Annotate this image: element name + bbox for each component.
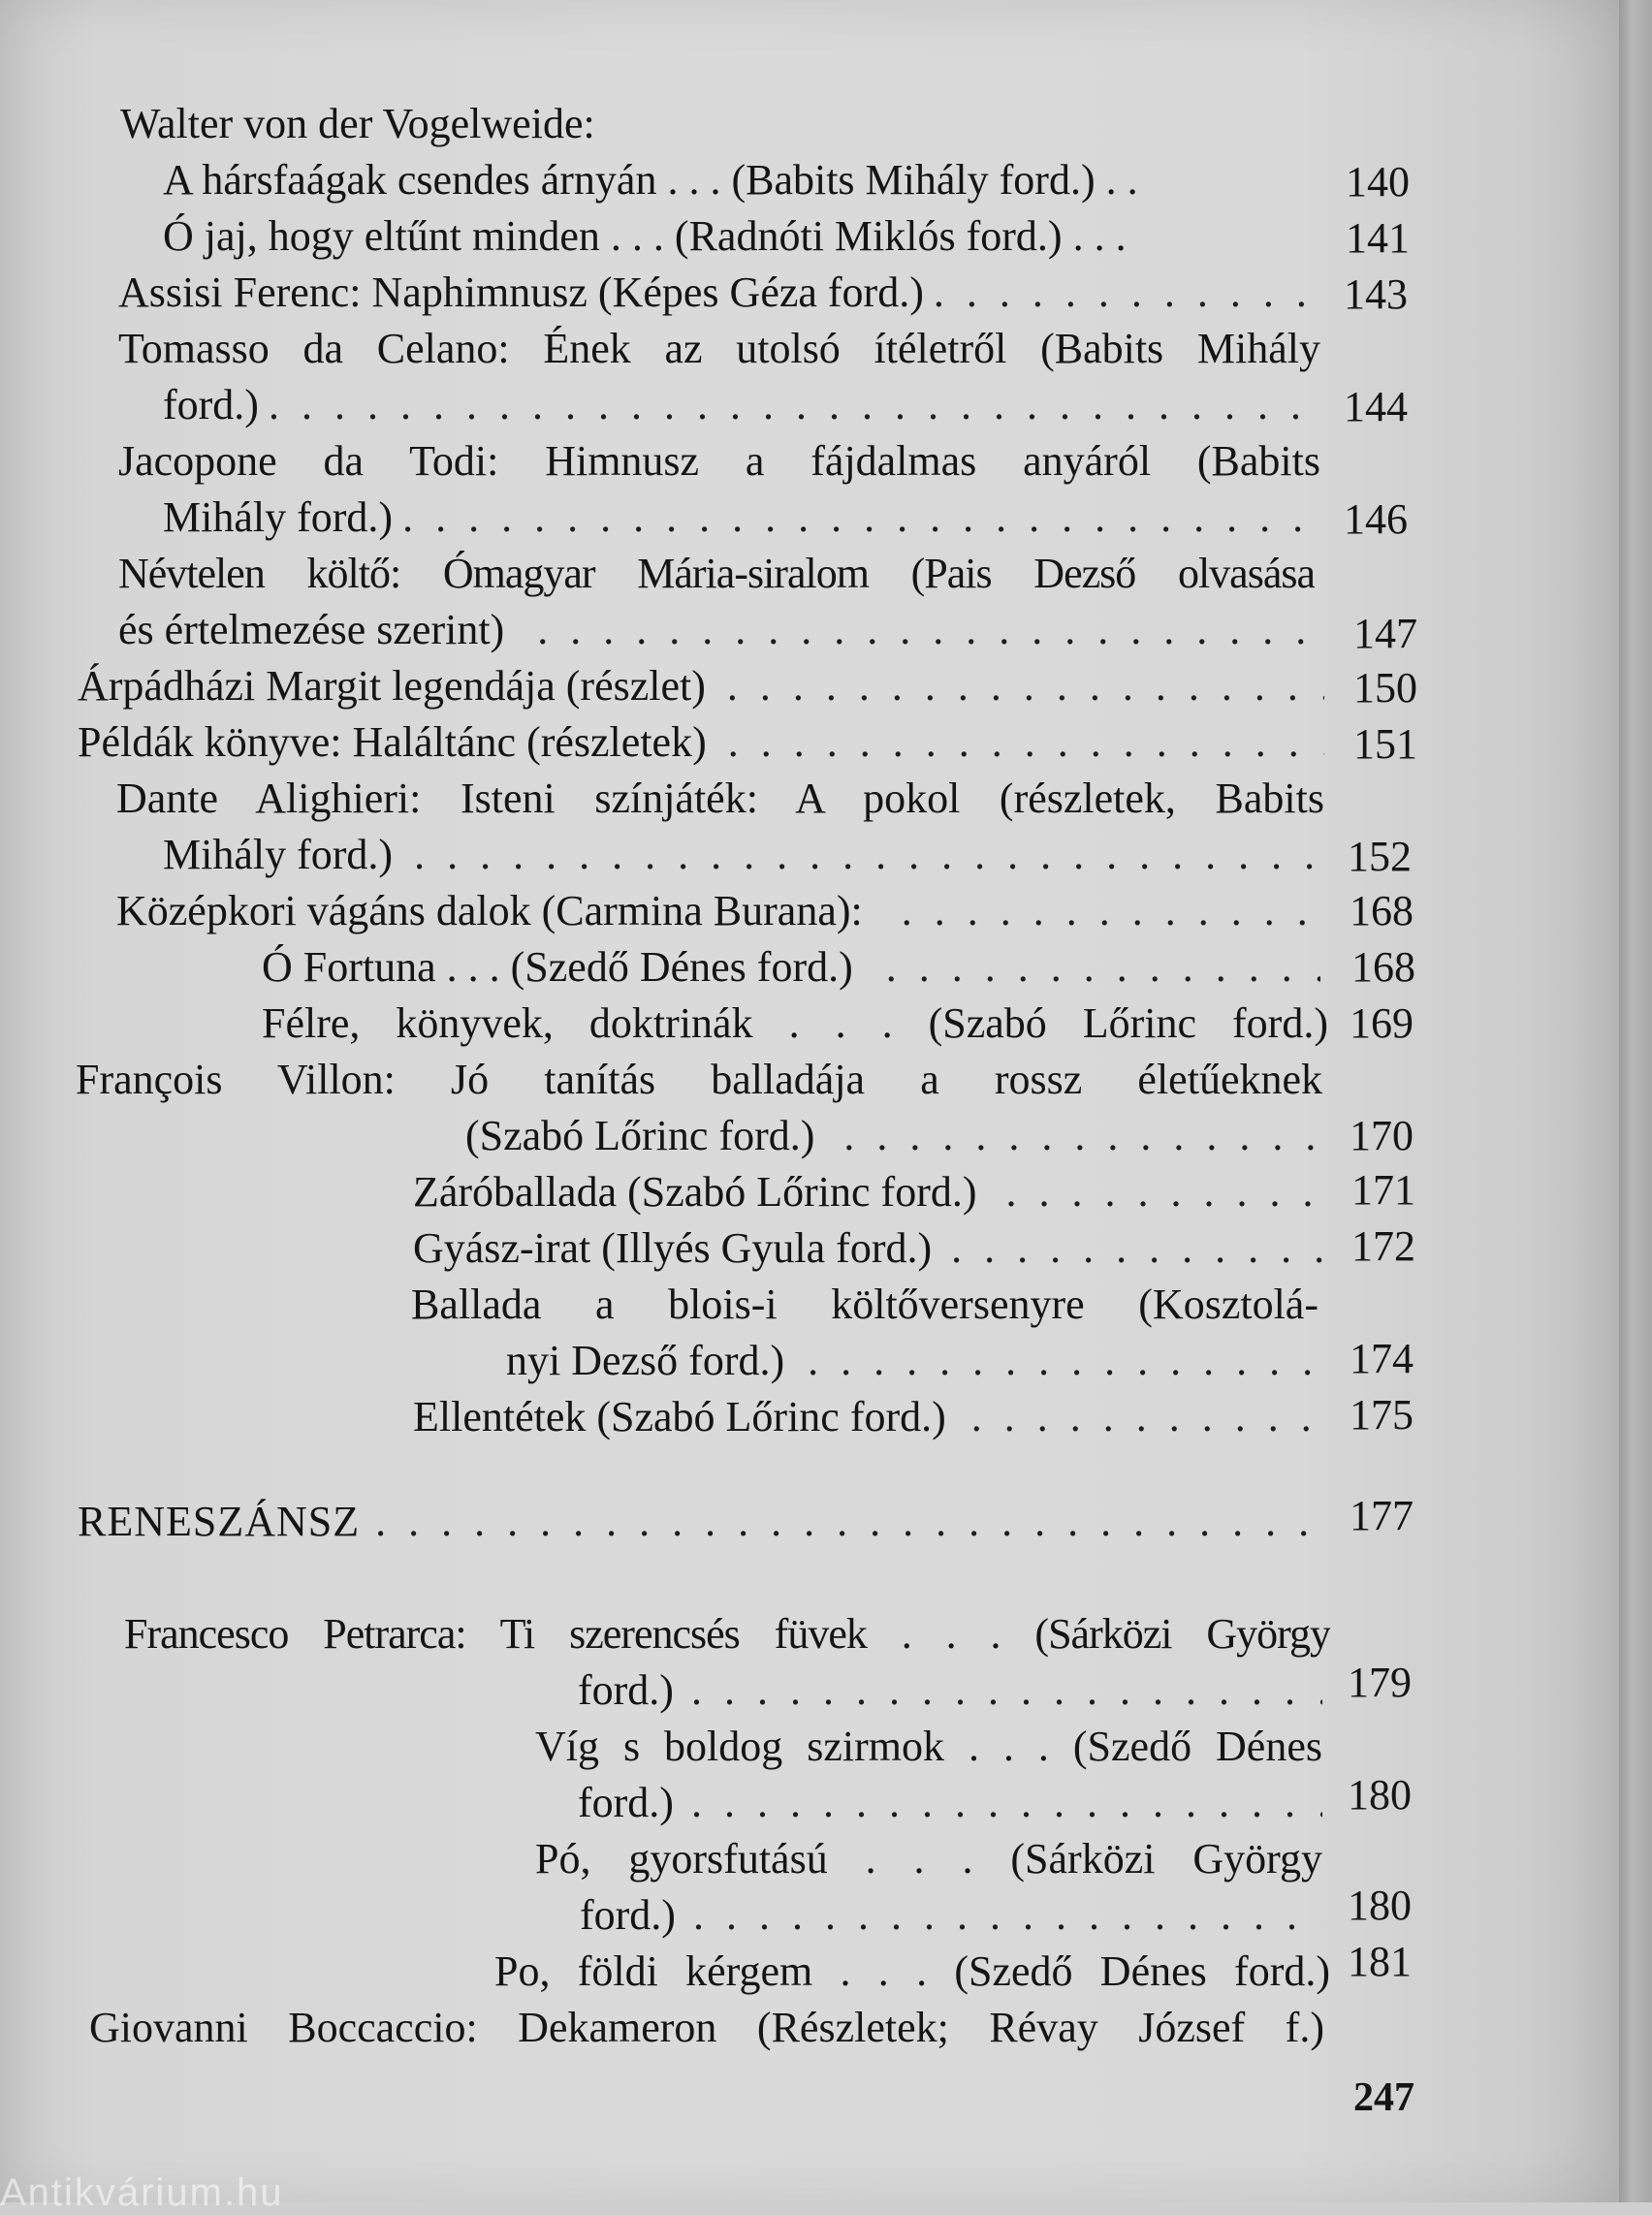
toc-page-number: 144 bbox=[1344, 383, 1408, 430]
toc-entry bbox=[262, 940, 1320, 995]
toc-leader-dots bbox=[951, 1221, 1322, 1276]
toc-entry bbox=[262, 997, 1328, 1051]
toc-entry-title: és értelmezése szerint) bbox=[118, 606, 505, 653]
toc-entry-title: ford.) bbox=[163, 381, 259, 428]
toc-entry bbox=[78, 659, 1324, 713]
toc-entry-title: Dante Alighieri: Isteni színjáték: A pokol (részletek, Babits bbox=[116, 775, 1324, 822]
toc-entry-title: Po, földi kérgem . . . (Szedő Dénes ford.) bbox=[494, 1947, 1330, 1995]
toc-leader-dots bbox=[691, 1663, 1322, 1718]
toc-entry bbox=[89, 2001, 1324, 2055]
toc-entry bbox=[578, 1663, 1322, 1718]
toc-entry-title: (Szabó Lőrinc ford.) bbox=[465, 1112, 815, 1159]
toc-entry-title: Árpádházi Margit legendája (részlet) bbox=[78, 662, 706, 710]
toc-leader-dots bbox=[375, 1495, 1322, 1549]
toc-leader-dots bbox=[843, 1109, 1322, 1163]
page-number: 247 bbox=[1353, 2075, 1414, 2120]
page-edge bbox=[1619, 0, 1652, 2202]
section-title: RENESZÁNSZ bbox=[78, 1498, 361, 1545]
toc-page-number: 170 bbox=[1350, 1112, 1414, 1159]
toc-entry bbox=[506, 1334, 1322, 1388]
toc-entry bbox=[535, 1720, 1322, 1774]
toc-page-number: 180 bbox=[1348, 1771, 1412, 1819]
toc-entry-title: Gyász-irat (Illyés Gyula ford.) bbox=[413, 1224, 933, 1272]
toc-entry-title: Középkori vágáns dalok (Carmina Burana): bbox=[116, 887, 863, 934]
toc-leader-dots bbox=[808, 1334, 1322, 1388]
toc-entry-title: Ó Fortuna . . . (Szedő Dénes ford.) bbox=[262, 943, 853, 991]
toc-entry bbox=[124, 1607, 1330, 1661]
toc-entry bbox=[163, 828, 1324, 882]
toc-page-number: 177 bbox=[1350, 1492, 1414, 1539]
toc-entry-title: Giovanni Boccaccio: Dekameron (Részletek; Révay József f.) bbox=[89, 2004, 1324, 2051]
toc-leader-dots bbox=[1006, 1165, 1322, 1219]
toc-entry bbox=[413, 1221, 1322, 1276]
toc-entry-title: Mihály ford.) bbox=[163, 831, 394, 878]
toc-leader-dots bbox=[414, 828, 1324, 882]
toc-entry bbox=[494, 1945, 1330, 1999]
toc-entry-title: nyi Dezső ford.) bbox=[506, 1337, 785, 1384]
toc-page-number: 151 bbox=[1353, 720, 1417, 768]
toc-entry bbox=[578, 1776, 1322, 1830]
section-heading bbox=[78, 1495, 1322, 1549]
toc-leader-dots bbox=[691, 1776, 1322, 1830]
toc-entry bbox=[413, 1390, 1322, 1444]
toc-page-number: 180 bbox=[1348, 1882, 1412, 1929]
toc-leader-dots bbox=[269, 378, 1320, 432]
toc-entry bbox=[116, 884, 1320, 938]
toc-page-number: 168 bbox=[1350, 887, 1414, 934]
toc-entry-title: Félre, könyvek, doktrinák . . . (Szabó Lőrinc ford.) bbox=[262, 999, 1328, 1047]
toc-leader-dots bbox=[728, 715, 1324, 770]
toc-page-number: 168 bbox=[1351, 943, 1415, 991]
toc-entry bbox=[118, 322, 1320, 376]
toc-entry bbox=[465, 1109, 1322, 1163]
toc-leader-dots bbox=[693, 1888, 1322, 1943]
toc-entry-title: ford.) bbox=[580, 1891, 676, 1939]
toc-entry bbox=[535, 1832, 1322, 1886]
toc-entry-title: Ó jaj, hogy eltűnt minden . . . (Radnóti Miklós ford.) . . . bbox=[163, 212, 1127, 260]
toc-entry-title: Víg s boldog szirmok . . . (Szedő Dénes bbox=[535, 1723, 1322, 1770]
toc-entry-title: Mihály ford.) bbox=[163, 493, 394, 541]
toc-entry bbox=[78, 715, 1324, 770]
toc-entry bbox=[118, 266, 1320, 320]
toc-entry bbox=[118, 603, 1320, 657]
toc-page-number: 152 bbox=[1348, 833, 1412, 880]
toc-entry-title: Jacopone da Todi: Himnusz a fájdalmas anyáról (Babits bbox=[118, 437, 1320, 485]
toc-page-number: 141 bbox=[1346, 214, 1410, 262]
toc-entry bbox=[580, 1888, 1322, 1943]
toc-page-number: 143 bbox=[1344, 270, 1408, 318]
watermark: Antikvárium.hu bbox=[0, 2171, 284, 2214]
toc-page-number: 174 bbox=[1350, 1335, 1414, 1382]
toc-page-number: 146 bbox=[1344, 495, 1408, 543]
toc-entry-title: Példák könyve: Haláltánc (részletek) bbox=[78, 718, 707, 766]
toc-page-number: 140 bbox=[1346, 158, 1410, 206]
toc-entry-title: Francesco Petrarca: Ti szerencsés füvek . . . (Sárközi György bbox=[124, 1610, 1330, 1658]
toc-entry-title: Ballada a blois-i költőversenyre (Kosztolá- bbox=[411, 1281, 1318, 1328]
toc-entry bbox=[118, 547, 1315, 601]
toc-entry-title: ford.) bbox=[578, 1779, 674, 1826]
toc-entry bbox=[163, 209, 1326, 264]
toc-entry-title: Assisi Ferenc: Naphimnusz (Képes Géza ford.) bbox=[118, 269, 924, 316]
toc-entry bbox=[163, 378, 1320, 432]
toc-page-number: 172 bbox=[1351, 1222, 1415, 1270]
toc-entry bbox=[120, 97, 1332, 151]
toc-page-number: 147 bbox=[1353, 610, 1417, 657]
toc-page-number: 181 bbox=[1348, 1938, 1412, 1985]
toc-entry-title: Pó, gyorsfutású . . . (Sárközi György bbox=[535, 1835, 1322, 1883]
toc-entry-title: A hársfaágak csendes árnyán . . . (Babits Mihály ford.) . . bbox=[163, 156, 1138, 204]
toc-leader-dots bbox=[886, 940, 1320, 995]
toc-page-number: 179 bbox=[1348, 1659, 1412, 1706]
toc-page-number: 171 bbox=[1351, 1166, 1415, 1214]
toc-entry-title: ford.) bbox=[578, 1666, 674, 1714]
toc-entry bbox=[411, 1278, 1318, 1332]
toc-page-number: 175 bbox=[1350, 1391, 1414, 1439]
toc-entry bbox=[116, 772, 1324, 826]
toc-entry-title: Ellentétek (Szabó Lőrinc ford.) bbox=[413, 1393, 946, 1440]
toc-entry bbox=[76, 1053, 1322, 1107]
toc-entry-title: Névtelen költő: Ómagyar Mária-siralom (Pais Dezső olvasása bbox=[118, 550, 1315, 597]
toc-leader-dots bbox=[537, 603, 1320, 657]
toc-page-number: 169 bbox=[1350, 999, 1414, 1047]
toc-entry bbox=[413, 1165, 1322, 1219]
toc-leader-dots bbox=[902, 884, 1320, 938]
toc-entry bbox=[118, 434, 1320, 489]
toc-page-number: 150 bbox=[1353, 664, 1417, 712]
toc-leader-dots bbox=[934, 266, 1320, 320]
toc-entry bbox=[163, 490, 1320, 545]
toc-leader-dots bbox=[402, 490, 1320, 545]
toc-entry-title: Walter von der Vogelweide: bbox=[120, 100, 595, 147]
toc-leader-dots bbox=[971, 1390, 1322, 1444]
toc-entry bbox=[163, 153, 1326, 207]
toc-entry-title: Tomasso da Celano: Ének az utolsó ítéletről (Babits Mihály bbox=[118, 325, 1320, 372]
toc-leader-dots bbox=[727, 659, 1324, 713]
toc-entry-title: François Villon: Jó tanítás balladája a rossz életűeknek bbox=[76, 1056, 1322, 1103]
toc-entry-title: Záróballada (Szabó Lőrinc ford.) bbox=[413, 1168, 977, 1216]
